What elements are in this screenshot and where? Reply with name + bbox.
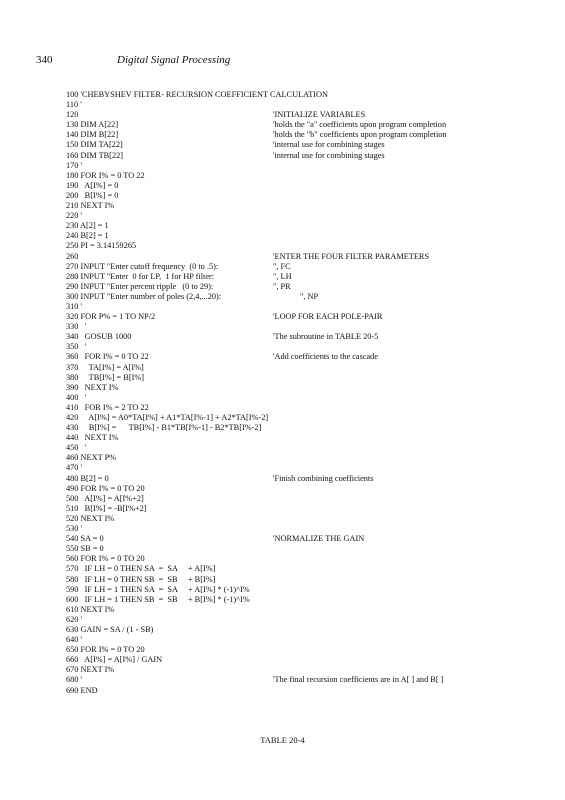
code-line <box>66 595 536 605</box>
code-text: 550 SB = 0 <box>66 544 104 554</box>
code-line <box>66 675 536 685</box>
code-text: 280 INPUT "Enter 0 for LP, 1 for HP filter: <box>66 271 215 281</box>
code-text: 570 IF LH = 0 THEN SA = SA + A[I%] <box>66 564 216 574</box>
code-text: 680 ' <box>66 675 83 685</box>
code-line <box>66 514 536 524</box>
code-comment: 'holds the "a" coefficients upon program completion <box>273 120 447 130</box>
code-text: 660 A[I%] = A[I%] / GAIN <box>66 655 163 665</box>
code-line <box>66 332 536 342</box>
code-text: 180 FOR I% = 0 TO 22 <box>66 170 145 180</box>
page-number: 340 <box>36 54 53 66</box>
code-line <box>66 453 536 463</box>
code-text: 450 ' <box>66 443 87 453</box>
code-line <box>66 433 536 443</box>
code-line <box>66 161 536 171</box>
code-text: 330 ' <box>66 322 87 332</box>
code-line <box>66 665 536 675</box>
code-text: 610 NEXT I% <box>66 604 115 614</box>
code-text: 630 GAIN = SA / (1 - SB) <box>66 624 154 634</box>
code-text: 300 INPUT "Enter number of poles (2,4,...20): <box>66 291 222 301</box>
code-line <box>66 585 536 595</box>
code-line <box>66 615 536 625</box>
book-title: Digital Signal Processing <box>117 54 231 66</box>
code-text: 230 A[2] = 1 <box>66 221 109 231</box>
code-line <box>66 423 536 433</box>
code-comment: 'The final recursion coefficients are in A[ ] and B[ ] <box>273 675 444 685</box>
code-line <box>66 292 536 302</box>
code-text: 390 NEXT I% <box>66 382 119 392</box>
code-line <box>66 393 536 403</box>
code-line <box>66 443 536 453</box>
code-text: 210 NEXT I% <box>66 201 115 211</box>
code-text: 130 DIM A[22] <box>66 120 119 130</box>
code-line <box>66 241 536 251</box>
code-text: 100 'CHEBYSHEV FILTER- RECURSION COEFFICIENT CALCULATION <box>66 90 329 99</box>
code-text: 600 IF LH = 1 THEN SB = SB + B[I%] * (-1)^I% <box>66 594 250 604</box>
code-line <box>66 524 536 534</box>
code-line <box>66 191 536 201</box>
code-line <box>66 181 536 191</box>
code-line <box>66 120 536 130</box>
code-line <box>66 554 536 564</box>
code-text: 620 ' <box>66 614 83 624</box>
code-line <box>66 201 536 211</box>
code-text: 670 NEXT I% <box>66 665 115 675</box>
code-text: 520 NEXT I% <box>66 513 115 523</box>
code-text: 220 ' <box>66 211 83 221</box>
code-comment: 'The subroutine in TABLE 20-5 <box>273 332 379 342</box>
code-line <box>66 282 536 292</box>
code-text: 430 B[I%] = TB[I%] - B1*TB[I%-1] - B2*TB[I%-2] <box>66 423 262 433</box>
code-line <box>66 221 536 231</box>
code-comment: ", PR <box>273 281 291 291</box>
code-text: 110 ' <box>66 100 82 110</box>
code-line <box>66 383 536 393</box>
code-comment: ", FC <box>273 261 291 271</box>
code-line <box>66 151 536 161</box>
code-text: 340 GOSUB 1000 <box>66 332 132 342</box>
code-line <box>66 90 536 100</box>
code-line <box>66 534 536 544</box>
code-line <box>66 262 536 272</box>
code-text: 540 SA = 0 <box>66 534 104 544</box>
code-text: 490 FOR I% = 0 TO 20 <box>66 483 145 493</box>
code-line <box>66 140 536 150</box>
code-text: 140 DIM B[22] <box>66 130 119 140</box>
code-line <box>66 211 536 221</box>
code-line <box>66 110 536 120</box>
code-line <box>66 252 536 262</box>
code-text: 170 ' <box>66 160 83 170</box>
code-text: 240 B[2] = 1 <box>66 231 109 241</box>
code-line <box>66 605 536 615</box>
code-text: 150 DIM TA[22] <box>66 140 123 150</box>
code-line <box>66 655 536 665</box>
code-line <box>66 272 536 282</box>
code-line <box>66 686 536 696</box>
code-text: 580 IF LH = 0 THEN SB = SB + B[I%] <box>66 574 216 584</box>
code-text: 160 DIM TB[22] <box>66 150 124 160</box>
code-text: 290 INPUT "Enter percent ripple (0 to 29): <box>66 281 214 291</box>
code-line <box>66 484 536 494</box>
code-comment: 'internal use for combining stages <box>273 150 385 160</box>
code-line <box>66 231 536 241</box>
code-comment: 'LOOP FOR EACH POLE-PAIR <box>273 312 383 322</box>
code-text: 250 PI = 3.14159265 <box>66 241 137 251</box>
code-text: 560 FOR I% = 0 TO 20 <box>66 554 145 564</box>
code-text: 500 A[I%] = A[I%+2] <box>66 493 144 503</box>
code-line <box>66 474 536 484</box>
code-text: 260 <box>66 251 79 261</box>
code-text: 320 FOR P% = 1 TO NP/2 <box>66 312 156 322</box>
code-comment: 'Add coefficients to the cascade <box>273 352 379 362</box>
code-text: 380 TB[I%] = B[I%] <box>66 372 145 382</box>
code-line <box>66 544 536 554</box>
code-text: 530 ' <box>66 524 83 534</box>
code-text: 200 B[I%] = 0 <box>66 190 119 200</box>
code-text: 510 B[I%] = -B[I%+2] <box>66 503 147 513</box>
code-comment: 'internal use for combining stages <box>273 140 385 150</box>
code-text: 310 ' <box>66 301 83 311</box>
code-line <box>66 342 536 352</box>
code-text: 590 IF LH = 1 THEN SA = SA + A[I%] * (-1)^I% <box>66 584 250 594</box>
code-text: 480 B[2] = 0 <box>66 473 109 483</box>
code-line <box>66 625 536 635</box>
code-comment: 'ENTER THE FOUR FILTER PARAMETERS <box>273 251 430 261</box>
code-text: 640 ' <box>66 635 83 645</box>
code-text: 650 FOR I% = 0 TO 20 <box>66 645 145 655</box>
code-text: 690 END <box>66 685 98 695</box>
code-line <box>66 564 536 574</box>
code-line <box>66 373 536 383</box>
code-line <box>66 171 536 181</box>
code-line <box>66 413 536 423</box>
code-line <box>66 312 536 322</box>
program-listing <box>66 90 536 696</box>
code-text: 120 <box>66 110 79 120</box>
code-line <box>66 302 536 312</box>
code-line <box>66 352 536 362</box>
code-text: 400 ' <box>66 392 87 402</box>
code-line <box>66 504 536 514</box>
code-line <box>66 363 536 373</box>
code-text: 440 NEXT I% <box>66 433 119 443</box>
code-comment: 'holds the "b" coefficients upon program completion <box>273 130 447 140</box>
code-text: 410 FOR I% = 2 TO 22 <box>66 402 149 412</box>
code-line <box>66 130 536 140</box>
code-text: 370 TA[I%] = A[I%] <box>66 362 144 372</box>
code-comment: 'INITIALIZE VARIABLES <box>273 110 366 120</box>
code-text: 360 FOR I% = 0 TO 22 <box>66 352 149 362</box>
code-line <box>66 403 536 413</box>
code-comment: ", NP <box>273 291 319 301</box>
code-text: 270 INPUT "Enter cutoff frequency (0 to .5): <box>66 261 219 271</box>
code-text: 420 A[I%] = A0*TA[I%] + A1*TA[I%-1] + A2*TA[I%-2] <box>66 413 269 422</box>
code-line <box>66 645 536 655</box>
code-text: 350 ' <box>66 342 87 352</box>
code-text: 460 NEXT P% <box>66 453 117 463</box>
code-line <box>66 635 536 645</box>
code-line <box>66 463 536 473</box>
code-comment: 'NORMALIZE THE GAIN <box>273 534 365 544</box>
code-text: 190 A[I%] = 0 <box>66 180 119 190</box>
code-line <box>66 494 536 504</box>
table-caption: TABLE 20-4 <box>260 735 305 745</box>
code-comment: 'Finish combining coefficients <box>273 473 374 483</box>
code-text: 470 ' <box>66 463 83 473</box>
code-line <box>66 100 536 110</box>
code-line <box>66 575 536 585</box>
code-line <box>66 322 536 332</box>
code-comment: ", LH <box>273 271 292 281</box>
